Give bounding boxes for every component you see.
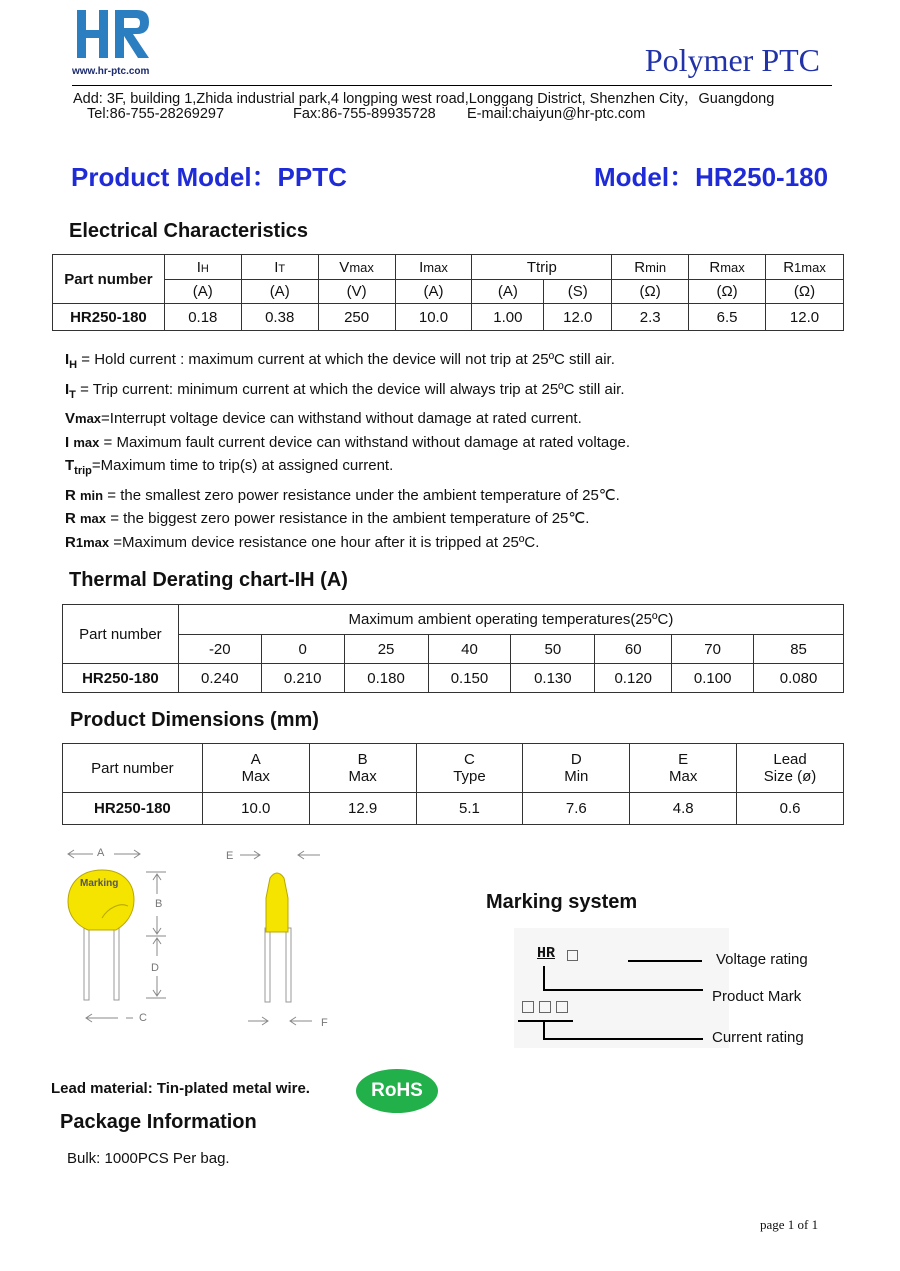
voltage-leader-line [628,960,702,962]
part-number-cell: HR250-180 [63,664,179,693]
table-cell: 0.100 [672,664,754,693]
table-cell: 0.18 [164,304,241,331]
product-mark-hline [543,989,703,991]
vmax-unit: (V) [318,280,395,304]
current-box-3 [556,1001,568,1013]
temp-header: 25 [344,635,428,664]
electrical-heading: Electrical Characteristics [69,220,309,242]
definition-rmin: R min = the smallest zero power resistance under the ambient temperature of 25℃. [65,486,620,504]
company-email[interactable]: E-mail:chaiyun@hr-ptc.com [467,106,646,122]
marking-hr: HR [537,945,556,962]
dim-label-f: F [321,1017,328,1029]
rohs-badge: RoHS [356,1069,438,1113]
temp-header: 0 [261,635,344,664]
part-number-header: Part number [53,255,165,304]
table-cell: 0.150 [428,664,511,693]
table-cell: 0.080 [754,664,844,693]
r1max-unit: (Ω) [766,280,844,304]
current-hline [543,1038,703,1040]
dim-header-d: D Min [523,744,630,793]
dim-header-a: A Max [202,744,309,793]
definition-r1max: R1max =Maximum device resistance one hour after it is tripped at 25ºC. [65,533,540,551]
rmin-unit: (Ω) [612,280,689,304]
definition-rmax: R max = the biggest zero power resistance in the ambient temperature of 25℃. [65,510,590,527]
current-box-2 [539,1001,551,1013]
part-number-cell: HR250-180 [63,793,203,825]
part-number-header: Part number [63,605,179,664]
dimensions-heading: Product Dimensions (mm) [70,709,319,731]
table-cell: 4.8 [630,793,737,825]
table-cell: 6.5 [689,304,766,331]
current-underline [518,1020,573,1022]
definition-vmax: Vmax=Interrupt voltage device can withstand without damage at rated current. [65,410,582,427]
dimensions-table [62,743,844,825]
derating-heading: Thermal Derating chart-IH (A) [69,569,348,591]
front-view-drawing [58,838,168,1038]
definition-ttrip: $T_{trip}=Maximum$ time to trip(s) at assigned current. [65,457,394,477]
imax-unit: (A) [395,280,472,304]
dim-header-e: E Max [630,744,737,793]
temperature-group-header: Maximum ambient operating temperatures(25ºC) [178,605,843,635]
voltage-box [567,950,578,961]
dim-label-c: C [139,1012,147,1024]
header-divider [72,85,832,86]
definitions-list [65,348,630,554]
table-cell: 0.180 [344,664,428,693]
table-cell: 12.9 [309,793,416,825]
r1max-header: R1max [766,255,844,280]
marking-label: Marking [80,878,119,889]
current-box-1 [522,1001,534,1013]
temp-header: 50 [511,635,595,664]
definition-imax: I max = Maximum fault current device can withstand without damage at rated voltage. [65,433,631,451]
rmax-header: Rmax [689,255,766,280]
dim-label-d: D [151,962,159,974]
ttrip-a-unit: (A) [472,280,544,304]
table-cell: 7.6 [523,793,630,825]
imax-header: Imax [395,255,472,280]
table-cell: 0.240 [178,664,261,693]
table-cell: 0.210 [261,664,344,693]
dim-label-a: A [97,847,105,859]
table-cell: 2.3 [612,304,689,331]
product-mark-label: Product Mark [712,988,802,1005]
table-cell: 10.0 [395,304,472,331]
temp-header: 70 [672,635,754,664]
dim-header-c: C Type [416,744,523,793]
dim-label-b: B [155,898,163,910]
ttrip-s-unit: (S) [544,280,612,304]
package-bulk: Bulk: 1000PCS Per bag. [67,1150,230,1167]
electrical-table [52,254,844,331]
ttrip-header: Ttrip [472,255,612,280]
rmax-unit: (Ω) [689,280,766,304]
dim-header-b: B Max [309,744,416,793]
definition-ih: $I_H$ = Hold current : maximum current at which the device will not trip at 25ºC still air. [65,351,615,371]
table-cell: 0.38 [241,304,318,331]
temp-header: 40 [428,635,511,664]
product-model-title: Product Model：PPTC [71,162,347,192]
table-cell: 0.6 [737,793,844,825]
current-rating-label: Current rating [712,1029,804,1046]
temp-header: 85 [754,635,844,664]
page-number: page 1 of 1 [760,1217,819,1232]
table-cell: 5.1 [416,793,523,825]
table-cell: 0.120 [595,664,672,693]
package-heading: Package Information [60,1111,257,1133]
side-view-drawing [220,838,340,1038]
ih-header: IH [164,255,241,280]
company-fax: Fax:86-755-89935728 [293,106,436,122]
logo-url[interactable]: www.hr-ptc.com [72,66,150,77]
dim-header-lead: Lead Size (ø) [737,744,844,793]
model-title: Model：HR250-180 [594,162,829,192]
dim-label-e: E [226,850,234,862]
part-number-cell: HR250-180 [53,304,165,331]
temp-header: -20 [178,635,261,664]
table-cell: 0.130 [511,664,595,693]
vmax-header: Vmax [318,255,395,280]
table-cell: 12.0 [544,304,612,331]
voltage-rating-label: Voltage rating [716,951,808,968]
table-cell: 1.00 [472,304,544,331]
product-mark-vline [543,966,545,990]
company-address: Add: 3F, building 1,Zhida industrial park,4 longping west road,Longgang District, Shenzhen City，Guangdong [73,91,775,107]
company-logo [75,8,155,68]
document-type: Polymer PTC [644,42,820,78]
derating-table [62,604,844,693]
it-unit: (A) [241,280,318,304]
company-tel: Tel:86-755-28269297 [87,106,225,122]
definition-it: $I_T$ = Trip current: minimum current at which the device will always trip at 25ºC still air. [65,380,625,401]
part-number-header: Part number [63,744,203,793]
table-cell: 10.0 [202,793,309,825]
temp-header: 60 [595,635,672,664]
lead-material: Lead material: Tin-plated metal wire. [51,1080,310,1097]
rmin-header: Rmin [612,255,689,280]
marking-heading: Marking system [486,891,638,913]
it-header: IT [241,255,318,280]
ih-unit: (A) [164,280,241,304]
table-cell: 12.0 [766,304,844,331]
table-cell: 250 [318,304,395,331]
